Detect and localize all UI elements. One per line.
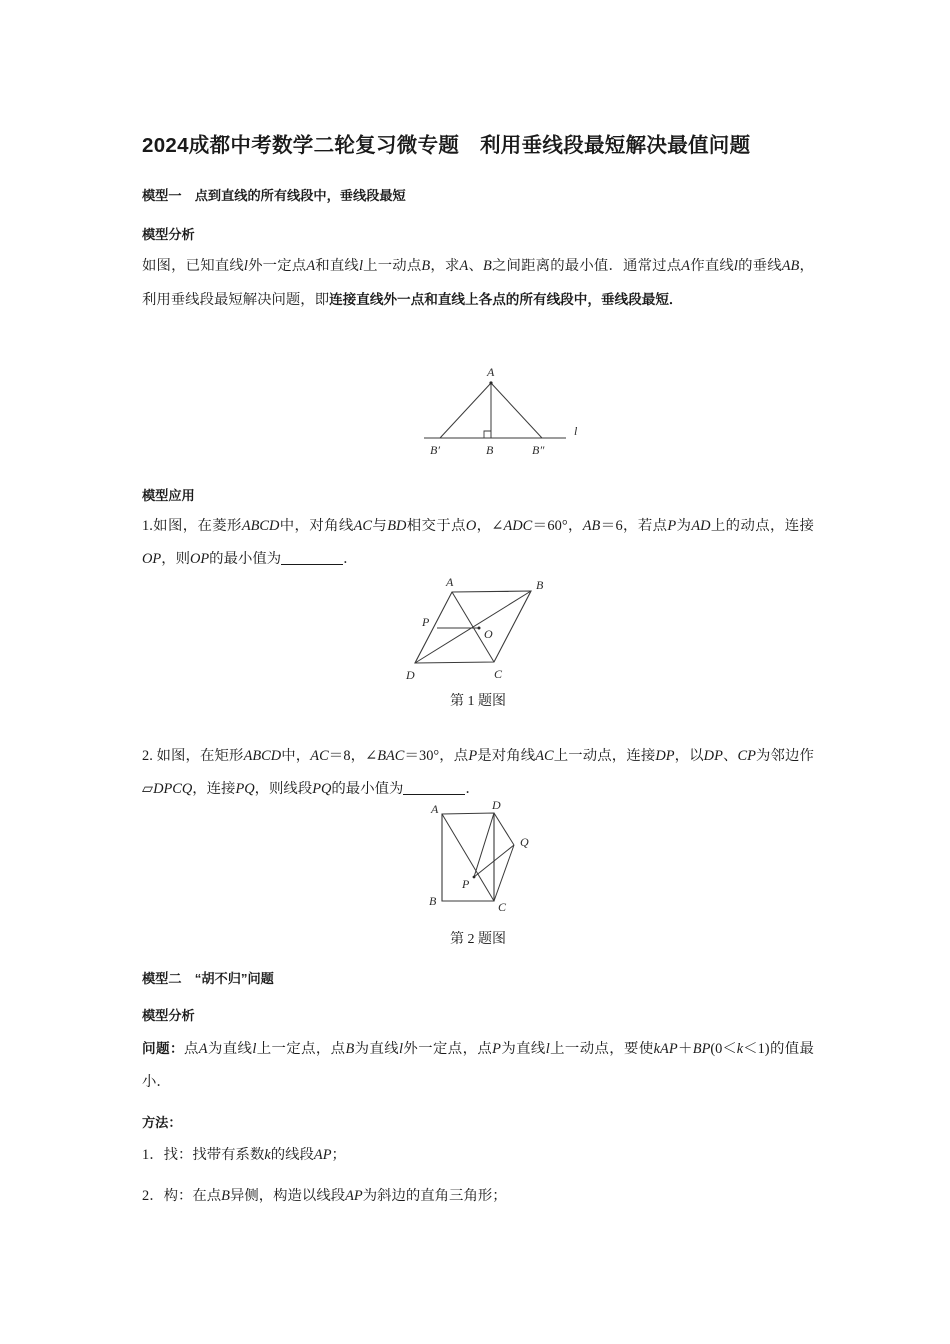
italic-l: l — [545, 1041, 550, 1057]
figure-label-D: D — [406, 668, 415, 682]
figure-label-C: C — [494, 667, 503, 681]
question-text: (0＜ — [710, 1041, 737, 1057]
question-text: 为直线 — [500, 1041, 546, 1057]
question-text: 为直线 — [354, 1041, 400, 1057]
problem-text: ． — [465, 781, 480, 797]
problem-text: 是对角线 — [477, 748, 536, 764]
italic-AC: AC — [353, 518, 373, 534]
figure-label-l: l — [574, 424, 578, 438]
problem-text: ，则 — [161, 551, 190, 567]
analysis-text: 外一定点 — [247, 258, 307, 274]
italic-BD: BD — [387, 518, 407, 534]
analysis-text: 之间距离的最小值．通常过点 — [491, 258, 682, 274]
italic-B: B — [483, 258, 492, 274]
figure-label-A: A — [446, 576, 454, 589]
italic-DPCQ: DPCQ — [153, 781, 193, 797]
italic-BP: BP — [692, 1041, 711, 1057]
analysis-text: ，利用垂线段最短解决问题，即 — [142, 258, 814, 308]
italic-AD: AD — [691, 518, 711, 534]
step-text: ； — [331, 1147, 346, 1163]
figure-label-B: B — [429, 894, 437, 908]
problem-text: ，∠ — [476, 518, 504, 534]
problem-text: 相交于点 — [406, 518, 466, 534]
problem-text: 如图，在矩形 — [156, 748, 244, 764]
italic-kAP: kAP — [653, 1041, 678, 1057]
analysis-text: 的垂线 — [737, 258, 782, 274]
figure-caption-1: 第 1 题图 — [450, 694, 506, 709]
subheading-model-analysis-1: 模型分析 — [142, 227, 195, 242]
method-step-1 — [142, 1139, 814, 1172]
section-heading-model-one: 模型一 点到直线的所有线段中，垂线段最短 — [142, 188, 406, 203]
step-text: 异侧，构造以线段 — [229, 1188, 346, 1204]
figure-label-A: A — [487, 365, 495, 379]
problem-text: ． — [343, 551, 358, 567]
step-text: 构：在点 — [163, 1188, 222, 1204]
italic-AP: AP — [313, 1147, 332, 1163]
italic-A: A — [198, 1041, 208, 1057]
subheading-model-application: 模型应用 — [142, 488, 195, 503]
figure-label-B-double-prime: B″ — [532, 443, 545, 457]
problem-text: 上的动点，连接 — [710, 518, 814, 534]
question-label: 问题： — [142, 1041, 184, 1056]
italic-B: B — [345, 1041, 355, 1057]
italic-PQ: PQ — [312, 781, 332, 797]
italic-A: A — [681, 258, 691, 274]
italic-AP: AP — [345, 1188, 363, 1204]
italic-l: l — [399, 1041, 404, 1057]
analysis-text: 、 — [468, 258, 484, 274]
step-text: 的线段 — [270, 1147, 314, 1163]
figure-label-P: P — [462, 877, 470, 891]
analysis-text: 和直线 — [315, 258, 359, 274]
problem-text: ＝6，若点 — [600, 518, 668, 534]
italic-l: l — [733, 258, 738, 274]
figure-label-C: C — [498, 900, 507, 914]
figure-rectangle-problem-2 — [412, 800, 592, 923]
italic-AB: AB — [582, 518, 601, 534]
problem-text: ，以 — [674, 748, 704, 764]
italic-DP: DP — [703, 748, 723, 764]
page-title: 2024成都中考数学二轮复习微专题 利用垂线段最短解决最值问题 — [142, 134, 751, 157]
subheading-model-analysis-2: 模型分析 — [142, 1008, 195, 1023]
italic-AC: AC — [310, 748, 329, 764]
problem-text: ＝30°，点 — [404, 748, 469, 764]
analysis-conclusion-bold: 连接直线外一点和直线上各点的所有线段中，垂线段最短． — [329, 292, 683, 307]
problem-text: ＝60°， — [532, 518, 583, 534]
step-text: 为斜边的直角三角形； — [362, 1188, 507, 1204]
answer-blank-2[interactable] — [403, 781, 465, 795]
step-number: 2． — [142, 1188, 164, 1204]
question-text: ＜1)的值最小． — [142, 1041, 814, 1090]
step-number: 1． — [142, 1147, 164, 1163]
italic-AC: AC — [535, 748, 554, 764]
analysis-text: 如图，已知直线 — [142, 258, 244, 274]
italic-A: A — [306, 258, 316, 274]
figure-label-B-prime: B′ — [430, 443, 440, 457]
problem-number: 1. — [142, 518, 153, 534]
italic-k: k — [264, 1147, 271, 1163]
analysis-text: 作直线 — [690, 258, 734, 274]
analysis-text: ，求 — [430, 258, 460, 274]
subheading-method: 方法： — [142, 1115, 182, 1130]
problem-text: 为邻边作▱ — [142, 748, 814, 797]
figure-label-B: B — [486, 443, 494, 457]
model-one-analysis-paragraph — [142, 250, 814, 317]
problem-text: 上一动点，连接 — [553, 748, 656, 764]
problem-1-text — [142, 510, 814, 576]
figure-rhombus-problem-1 — [398, 576, 598, 693]
problem-text: 如图，在菱形 — [152, 518, 242, 534]
problem-text: 的最小值为 — [331, 781, 404, 797]
problem-text: 与 — [372, 518, 388, 534]
italic-P: P — [667, 518, 677, 534]
italic-OP: OP — [189, 551, 210, 567]
problem-text: 的最小值为 — [209, 551, 282, 567]
figure-label-B: B — [536, 578, 544, 592]
italic-A: A — [459, 258, 469, 274]
italic-ADC: ADC — [503, 518, 533, 534]
italic-l: l — [252, 1041, 257, 1057]
italic-P: P — [492, 1041, 501, 1057]
problem-text: 、 — [722, 748, 738, 764]
problem-2-text — [142, 740, 814, 806]
italic-l: l — [358, 258, 363, 274]
italic-B: B — [221, 1188, 230, 1204]
figure-caption-2: 第 2 题图 — [450, 932, 506, 947]
problem-text: ＝8，∠ — [328, 748, 378, 764]
question-text: 外一定点，点 — [403, 1041, 493, 1057]
italic-ABCD: ABCD — [241, 518, 280, 534]
italic-DP: DP — [655, 748, 675, 764]
italic-AB: AB — [781, 258, 800, 274]
model-two-question-paragraph — [142, 1032, 814, 1099]
figure-label-D: D — [492, 800, 501, 812]
italic-P: P — [468, 748, 478, 764]
step-text: 找：找带有系数 — [163, 1147, 265, 1163]
problem-text: 为 — [676, 518, 692, 534]
question-text: 上一动点，要使 — [549, 1041, 654, 1057]
question-text: ＋ — [677, 1041, 693, 1057]
figure-perpendicular-line — [418, 356, 608, 467]
italic-CP: CP — [737, 748, 756, 764]
question-text: 为直线 — [207, 1041, 253, 1057]
method-step-2 — [142, 1180, 814, 1213]
problem-text: 中，对角线 — [279, 518, 354, 534]
answer-blank-1[interactable] — [281, 551, 343, 565]
figure-label-P: P — [422, 615, 430, 629]
italic-l: l — [243, 258, 248, 274]
section-heading-model-two: 模型二 “胡不归”问题 — [142, 971, 274, 986]
question-text: 上一定点，点 — [256, 1041, 346, 1057]
problem-text: ，则线段 — [254, 781, 313, 797]
italic-B: B — [421, 258, 431, 274]
italic-k: k — [736, 1041, 744, 1057]
italic-ABCD: ABCD — [243, 748, 282, 764]
problem-text: 中， — [281, 748, 311, 764]
italic-OP: OP — [142, 551, 162, 567]
analysis-text: 上一动点 — [362, 258, 422, 274]
figure-label-O: O — [484, 627, 493, 641]
figure-label-Q: Q — [520, 835, 529, 849]
problem-number: 2. — [142, 748, 153, 764]
figure-label-A: A — [431, 802, 439, 816]
question-text: 点 — [183, 1041, 199, 1057]
italic-O: O — [465, 518, 477, 534]
italic-BAC: BAC — [377, 748, 405, 764]
problem-text: ，连接 — [192, 781, 236, 797]
italic-PQ: PQ — [235, 781, 255, 797]
